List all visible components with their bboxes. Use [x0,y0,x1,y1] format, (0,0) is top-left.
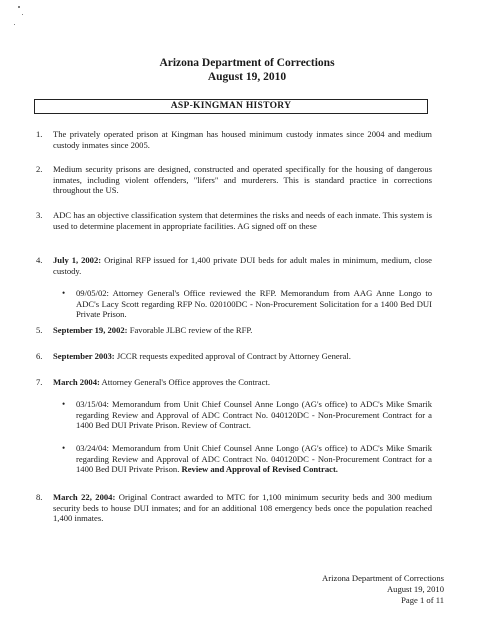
history-subitem: 03/24/04: Memorandum from Unit Chief Counsel Anne Longo (AG's office) to ADC's Mike Smarik regarding Review and Approval of ADC Contract No. 040120DC - Non-Procurement Contract for a 1400 Bed DUI Private Prison. Review and Approval of Revised Contract. [76,443,432,475]
item-number: 5. [36,325,43,335]
document-title: Arizona Department of Corrections [159,57,335,69]
history-item: ADC has an objective classification system that determines the risks and needs of each inmate. This system is used to determine placement in appropriate facilities. AG signed off on these [53,210,432,231]
footer-org: Arizona Department of Corrections [322,573,444,583]
scan-speck [22,14,23,15]
item-date: September 2003: [53,351,115,361]
scan-speck [14,24,15,25]
bullet-glyph: • [62,443,66,453]
history-item: The privately operated prison at Kingman has housed minimum custody inmates since 2004 and medium custody inmates since 2005. [53,129,432,150]
section-heading: ASP-KINGMAN HISTORY [34,99,428,114]
history-item: September 2003: JCCR requests expedited approval of Contract by Attorney General. [53,351,351,361]
history-subitem: 03/15/04: Memorandum from Unit Chief Counsel Anne Longo (AG's office) to ADC's Mike Smarik regarding Review and Approval of ADC Contract No. 040120DC - Non-Procurement Contract for a 1400 Bed DUI Private Prison. Review of Contract. [76,399,432,431]
history-subitem: 09/05/02: Attorney General's Office reviewed the RFP. Memorandum from AAG Anne Longo to ADC's Lacy Scott regarding RFP No. 020100DC - Non-Procurement Solicitation for a 1400 Bed DUI Private Prison. [76,288,432,320]
item-date: July 1, 2002: [53,255,102,265]
page-number: Page 1 of 11 [401,595,444,605]
item-number: 7. [36,377,43,387]
document-date: August 19, 2010 [207,71,287,83]
bullet-glyph: • [62,399,66,409]
bullet-glyph: • [62,288,66,298]
footer-date: August 19, 2010 [386,584,444,594]
item-number: 3. [36,210,43,220]
item-number: 4. [36,255,43,265]
item-number: 6. [36,351,43,361]
item-date: September 19, 2002: [53,325,128,335]
item-number: 1. [36,129,43,139]
history-item: March 22, 2004: Original Contract awarded to MTC for 1,100 minimum security beds and 300 medium security beds to house DUI inmates; and for an additional 108 emergency beds once the population reached 1,400 inmates. [53,492,433,524]
history-item: July 1, 2002: Original RFP issued for 1,400 private DUI beds for adult males in minimum, medium, close custody. [53,255,432,276]
item-date: March 2004: [53,377,100,387]
item-date: March 22, 2004: [53,492,116,502]
history-item: Medium security prisons are designed, constructed and operated specifically for the housing of dangerous inmates, including violent offenders, "lifers" and murderers. This is standard practice in corrections throughout the US. [53,164,432,196]
item-number: 2. [36,164,43,174]
scan-speck [18,6,20,8]
history-item: September 19, 2002: Favorable JLBC review of the RFP. [53,325,253,335]
history-item: March 2004: Attorney General's Office approves the Contract. [53,377,270,387]
item-number: 8. [36,492,43,502]
